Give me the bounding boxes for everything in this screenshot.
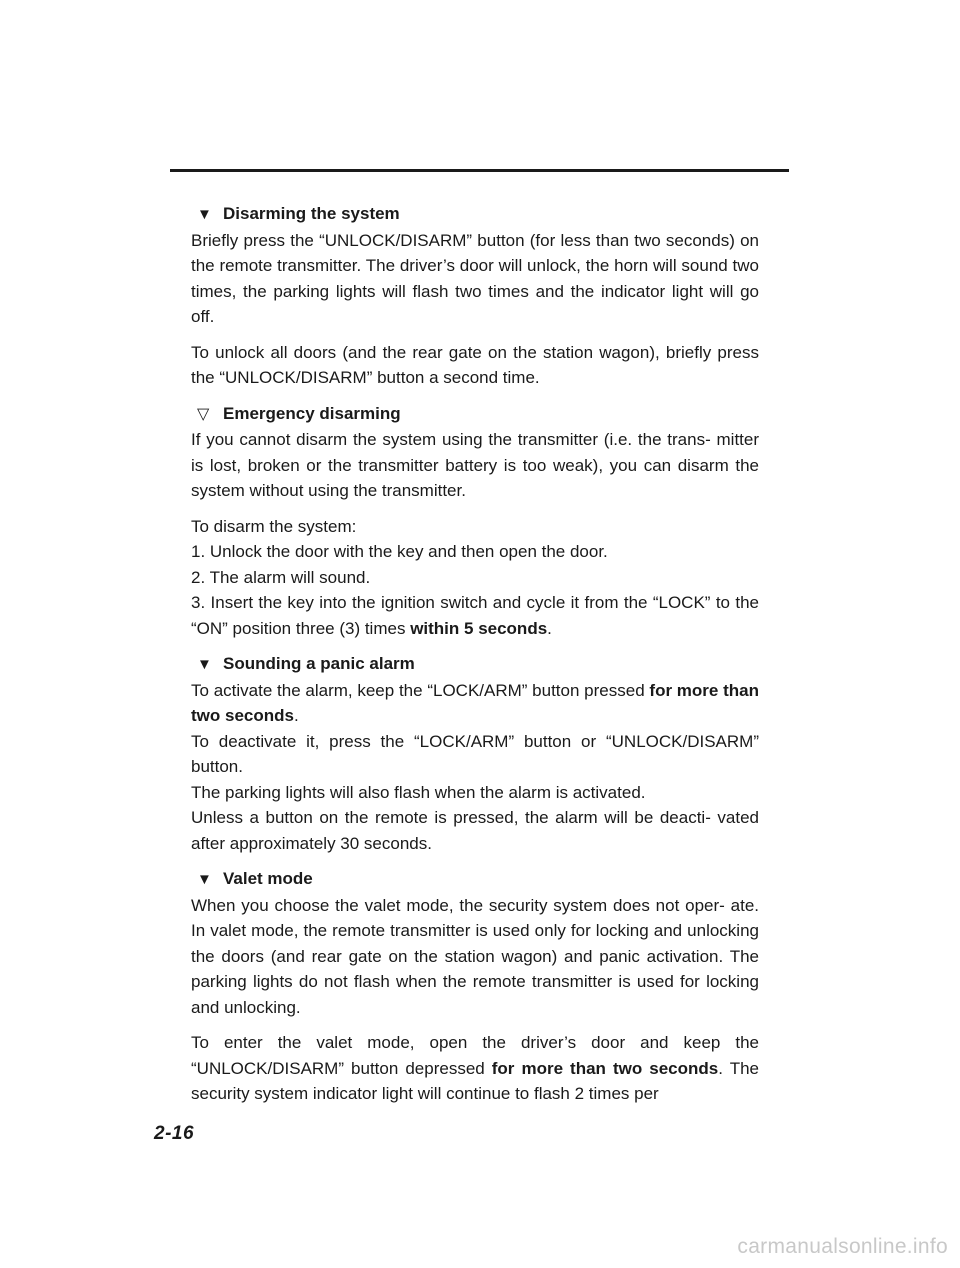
heading-valet-mode: ▼ Valet mode (191, 866, 759, 893)
panic-para-1: To activate the alarm, keep the “LOCK/ARM” button pressed for more than two seconds. (191, 680, 759, 725)
heading-panic-alarm: ▼ Sounding a panic alarm (191, 651, 759, 678)
solid-down-triangle-icon: ▼ (197, 656, 212, 673)
emergency-para-1: If you cannot disarm the system using the transmitter (i.e. the trans- mitter is lost, broken or the transmitter battery is too weak), you can disarm the system without using the transmitter. (191, 430, 759, 500)
page-number: 2-16 (154, 1123, 195, 1144)
emergency-step-2: 2. The alarm will sound. (191, 567, 371, 587)
emergency-step-3: 3. Insert the key into the ignition switch and cycle it from the “LOCK” to the “ON” position three (3) times within 5 seconds. (191, 593, 759, 638)
panic-para-2: To deactivate it, press the “LOCK/ARM” button or “UNLOCK/DISARM” button. (191, 731, 759, 776)
open-down-triangle-icon: ▽ (197, 405, 210, 423)
heading-emergency-disarming: ▽ Emergency disarming (191, 401, 759, 428)
panic-para-4: Unless a button on the remote is pressed, the alarm will be deacti- vated after approximately 30 seconds. (191, 808, 759, 853)
heading-disarming: ▼ Disarming the system (191, 201, 759, 228)
valet-para-2: To enter the valet mode, open the driver’s door and keep the “UNLOCK/DISARM” button depressed for more than two seconds. The security system indicator light will continue to flash 2 times per (191, 1033, 759, 1103)
header-rule (170, 169, 789, 172)
watermark: carmanualsonline.info (737, 1235, 948, 1258)
panic-para-3: The parking lights will also flash when the alarm is activated. (191, 782, 646, 802)
valet-para-1: When you choose the valet mode, the security system does not oper- ate. In valet mode, the remote transmitter is used only for locking and unlocking the doors (and rear gate on the station wagon) and panic activation. The parking lights do not flash when the remote transmitter is used for locking and unlocking. (191, 895, 759, 1017)
disarming-para-2: To unlock all doors (and the rear gate on the station wagon), briefly press the “UNLOCK/DISARM” button a second time. (191, 342, 759, 387)
emergency-intro: To disarm the system: (191, 516, 357, 536)
solid-down-triangle-icon: ▼ (197, 206, 212, 223)
emergency-step-1: 1. Unlock the door with the key and then open the door. (191, 542, 608, 561)
disarming-para-1: Briefly press the “UNLOCK/DISARM” button (for less than two seconds) on the remote transmitter. The driver’s door will unlock, the horn will sound two times, the parking lights will flash two times and the indicator light will go off. (191, 230, 759, 326)
page-content (191, 201, 759, 1107)
solid-down-triangle-icon: ▼ (197, 871, 212, 888)
